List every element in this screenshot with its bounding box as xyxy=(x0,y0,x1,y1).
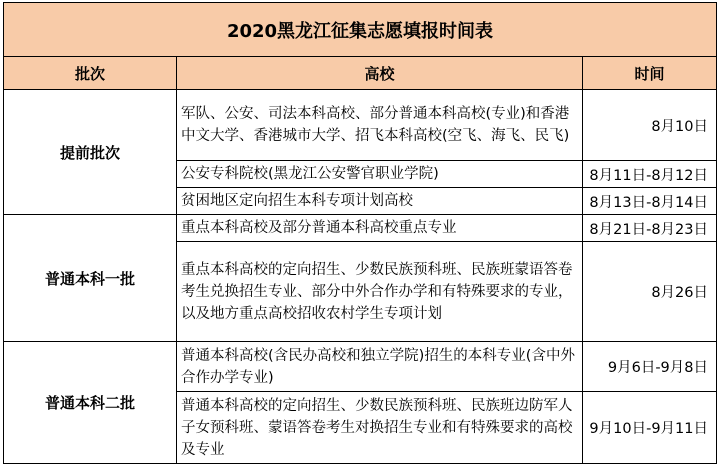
school-cell: 重点本科高校的定向招生、少数民族预科班、民族班蒙语答卷考生兑换招生专业、部分中外合作办学和有特殊要求的专业，以及地方重点高校招收农村学生专项计划 xyxy=(177,242,583,342)
time-cell: 8月13日-8月14日 xyxy=(583,188,717,215)
time-cell: 9月10日-9月11日 xyxy=(583,392,717,464)
time-cell: 9月6日-9月8日 xyxy=(583,342,717,392)
time-cell: 8月11日-8月12日 xyxy=(583,161,717,188)
school-cell: 普通本科高校(含民办高校和独立学院)招生的本科专业(含中外合作办学专业) xyxy=(177,342,583,392)
schedule-table xyxy=(3,2,717,464)
header-batch: 批次 xyxy=(4,57,177,90)
batch-cell: 普通本科二批 xyxy=(4,342,177,464)
table-title: 2020黑龙江征集志愿填报时间表 xyxy=(4,3,717,57)
header-school: 高校 xyxy=(177,57,583,90)
school-cell: 普通本科高校的定向招生、少数民族预科班、民族班边防军人子女预科班、蒙语答卷考生对换招生专业和有特殊要求的高校及专业 xyxy=(177,392,583,464)
batch-cell: 普通本科一批 xyxy=(4,215,177,342)
time-cell: 8月10日 xyxy=(583,90,717,161)
batch-cell: 提前批次 xyxy=(4,90,177,215)
school-cell: 贫困地区定向招生本科专项计划高校 xyxy=(177,188,583,215)
time-cell: 8月26日 xyxy=(583,242,717,342)
header-time: 时间 xyxy=(583,57,717,90)
time-cell: 8月21日-8月23日 xyxy=(583,215,717,242)
school-cell: 军队、公安、司法本科高校、部分普通本科高校(专业)和香港中文大学、香港城市大学、招飞本科高校(空飞、海飞、民飞) xyxy=(177,90,583,161)
school-cell: 重点本科高校及部分普通本科高校重点专业 xyxy=(177,215,583,242)
school-cell: 公安专科院校(黑龙江公安警官职业学院) xyxy=(177,161,583,188)
